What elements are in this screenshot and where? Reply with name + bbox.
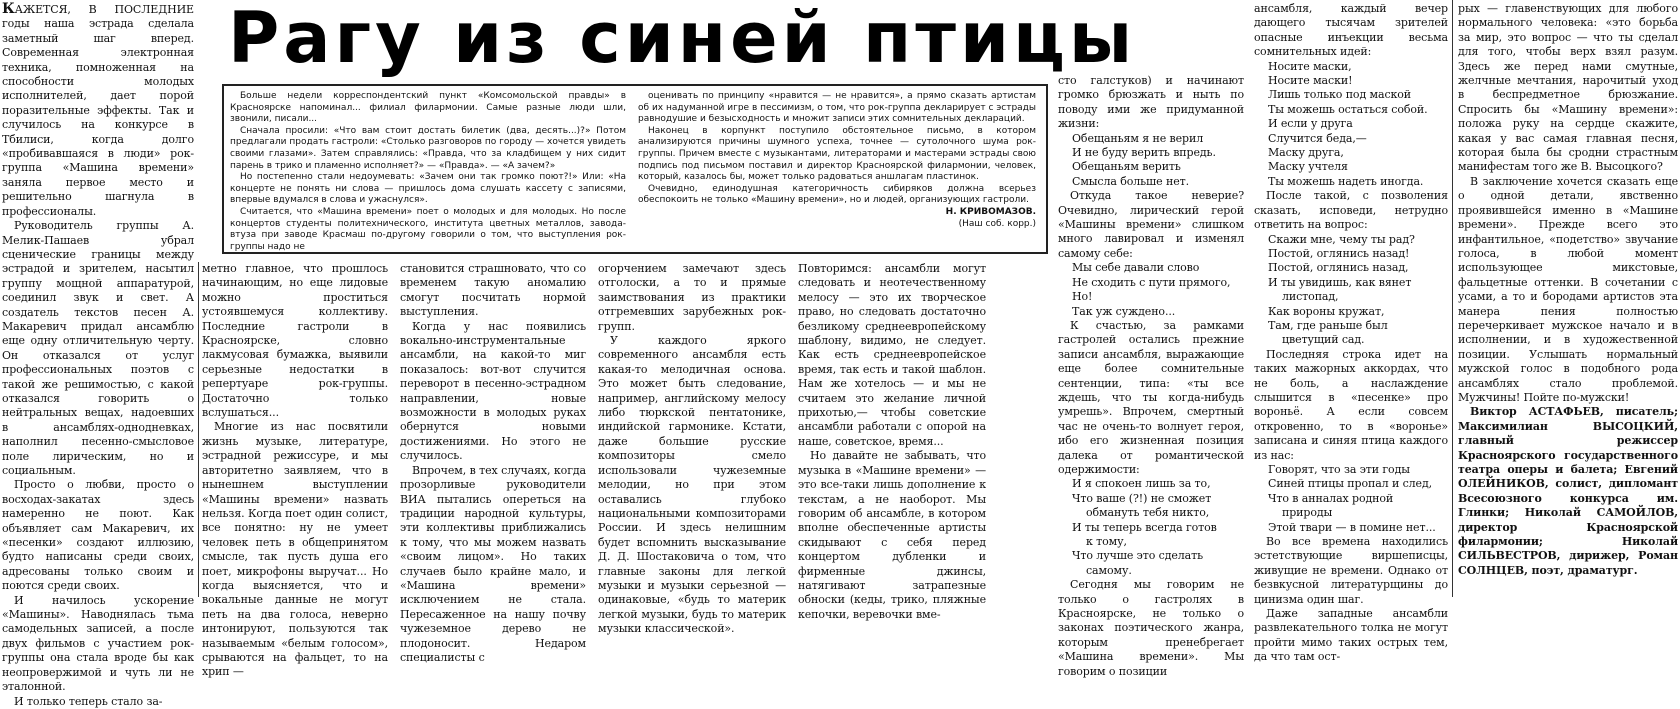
paragraph: Даже западные ансамбли развлекательного толка не могут пройти мимо таких острых тем, да что там ост-: [1254, 607, 1448, 664]
poem-line: Постой, оглянись назад,: [1268, 261, 1409, 275]
poem-line: Говорят, что за эти годы: [1268, 463, 1410, 476]
article-column-4: [598, 262, 786, 636]
intro-lead: АЖЕТСЯ, В ПОСЛЕДНИЕ: [14, 3, 194, 16]
poem-line: Смысла больше нет.: [1072, 174, 1190, 188]
box-signature: Н. КРИВОМАЗОВ.: [945, 206, 1036, 217]
poem-line: Так уж суждено...: [1072, 304, 1176, 318]
paragraph: Впрочем, в тех случаях, когда прозорливые руководители ВИА пытались опереться на традиции народной культуры, эти коллективы приближались к тому, что мы можем назвать «своим лицом». Но таких случаев было крайне мало, и «Машина времени» исключением не стала. Пересаженное на нашу почву чужеземное дерево не плодоносит. Недаром специалисты с: [400, 463, 586, 664]
paragraph: У каждого яркого современного ансамбля есть какая-то мелодичная основа. Это может быть следование, например, английскому мелосу либо тюркской пентатонике, индийской гармонике. Кстати, даже большие русские композиторы смело использовали чужеземные мелодии, но при этом оставались глубоко национальными композиторами России. И здесь нелишним будет вспомнить высказывание Д. Д. Шостаковича о том, что главные законы для легкой музыки и музыки серьезной — одинаковые, «будь то материк легкой музыки, будь то материк музыки классической».: [598, 334, 786, 636]
poem-line: Лишь только под маской: [1268, 88, 1412, 102]
paragraph: И начилось ускорение «Машины». Наводнялась тьма самодельных записей, а после двух фильмов с участием рок-группы она стала вроде бы как неопровержимой и чуть ли не эталонной.: [2, 593, 194, 694]
paragraph: В заключение хочется сказать еще о одной детали, явственно проявившейся именно в «Машине времени». Прежде всего это инфантильное, «подетство» звучание голоса, в любой момент использующее микстовые, фальцетные оттенки. В сочетании с усами, а то и бородами артистов эта манера пения полностью перечеркивает мужское начало и в исполнении, и в художественной позиции. Услышать нормальный мужской голос в подобного рода ансамблях стало проблемой. Мужчины! Пойте по-мужски!: [1458, 174, 1678, 404]
article-column-5: [798, 262, 986, 621]
paragraph: Последняя строка идет на таких мажорных аккордах, что не боль, а наслаждение слышится в «песенке» про вороньё. А если совсем откровенно, то в «воронье» записана и синяя птица каждого из нас:: [1254, 347, 1448, 462]
article-column-6: [1058, 74, 1244, 678]
poem-line: цветущий сад.: [1282, 333, 1365, 347]
article-column-7: [1254, 2, 1448, 664]
box-paragraph: Очевидно, единодушная категоричность сибиряков должна всерьез обеспокоить не только «Машину времени», но и людей, организующих гастроли.: [638, 183, 1036, 206]
poem-line: Обещаньям я не верил: [1072, 131, 1204, 145]
box-paragraph: Больше недели корреспондентский пункт «Комсомольской правды» в Красноярске напоминал... филиал филармонии. Самые разные люди шли, звонили, писали...: [230, 91, 626, 125]
article-column-1: [2, 1, 194, 708]
box-column-2: [638, 91, 1036, 248]
intro-paragraph: [2, 2, 194, 219]
paragraph: огорчением замечают здесь отголоски, а то и прямые заимствования из практики отгремевших зарубежных рок-групп.: [598, 262, 786, 333]
box-paragraph: Наконец в корпункт поступило обстоятельное письмо, в котором анализируются причины шумного успеха, точнее — сутолочного шума рок-группы. Причем вместе с музыкантами, литераторами и мастерами эстрады свою подпись под письмом поставил и директор Красноярской филармонии, человек, который, казалось бы, может только радоваться аншлагам пластинок.: [638, 125, 1036, 183]
poem-line: к тому,: [1086, 535, 1127, 548]
poem-line: И я спокоен лишь за то,: [1072, 477, 1211, 491]
poem-line: Носите маски!: [1268, 74, 1353, 88]
box-paragraph: Сначала просили: «Что вам стоит достать билетик (два, десять...)?» Потом предлагали продать гастроли: «Столько разговоров по городу — хочется увидеть своими глазами». Затем справлялись: «Правда, что за кладбищем у них сидит парень в трико и пламенно исполняет?» — «Правда». — «А зачем?»: [230, 125, 626, 171]
poem-line: Синей птицы пропал и след,: [1268, 477, 1433, 491]
paragraph: рых — главенствующих для любого нормального человека: «это борьба за мир, это вопрос — что ты сделал для того, чтобы верх взял разум. Здесь же перед нами смутные, желчные мечтания, нарочитый уход в беспредметное брюзжание. Спросить бы «Машину времени»: положа руку на сердце скажите, какая у вас самая главная песня, которая была бы сродни страстным манифестам того же В. Высоцкого?: [1458, 2, 1678, 174]
box-paragraph: Но постепенно стали недоумевать: «Зачем они так громко поют?!» Или: «На концерте не понять ни слова — пришлось дома слушать кассету с записями, впервые вдумался в слова и ужаснулся».: [230, 172, 626, 206]
poem-line: листопад,: [1282, 290, 1339, 304]
poem-line: самому.: [1086, 563, 1132, 577]
drop-cap: К: [2, 1, 15, 17]
paragraph: метно главное, что прошлось начинающим, но еще лидовые можно проститься устоявшемуся коллективу. Последние гастроли в Красноярске, словно лакмусовая бумажка, выявили серьезные недостатки в репертуаре рок-группы. Достаточно только вслушаться...: [202, 262, 388, 420]
poem-line: Случится беда,—: [1268, 131, 1367, 145]
poem-line: И если у друга: [1268, 117, 1353, 131]
poem-line: Но!: [1072, 290, 1093, 304]
poem-line: Ты можешь надеть иногда.: [1268, 174, 1424, 188]
poem-line: Не сходить с пути прямого,: [1072, 275, 1231, 289]
column-divider: [1452, 0, 1453, 597]
paragraph: И только теперь стало за-: [14, 694, 163, 708]
poem-line: Что ваше (?!) не сможет: [1072, 491, 1212, 505]
column-divider: [198, 262, 199, 597]
article-column-8: [1458, 2, 1678, 597]
poem-line: И ты увидишь, как вянет: [1268, 275, 1412, 289]
paragraph: Во все времена находились эстетствующие виршеписцы, живущие не времени. Однако от безвкусной литературщины до цинизма один шаг.: [1254, 535, 1448, 606]
article-title: Рагу из синей птицы: [228, 0, 1137, 79]
paragraph: ансамбля, каждый вечер дающего тысячам зрителей опасные инъекции весьма сомнительных идей:: [1254, 2, 1448, 59]
paragraph: Руководитель группы А. Мелик-Пашаев убрал сценические границы между эстрадой и зрителем, насытил группу мощной аппаратурой, соединил звук и свет. А создатель текстов песен А. Макаревич придал ансамблю еще одну отличительную черту. Он отказался от услуг профессиональных поэтов с такой же решимостью, с какой отказался говорить о нейтральных вещах, надоевших в ансамблях-однодневках, наполнил песенно-смысловое поле лирическим, но и социальным.: [2, 219, 194, 477]
poem-line: Носите маски,: [1268, 59, 1352, 73]
paragraph: сто галстуков) и начинают громко брюзжать и ныть по поводу ими же придуманной жизни:: [1058, 74, 1244, 131]
poem-line: И ты теперь всегда готов: [1072, 520, 1217, 534]
paragraph: Сегодня мы говорим не только о гастролях в Красноярске, не только о законах поэтического жанра, которым пренебрегает «Машина времени». Мы говорим о позиции: [1058, 578, 1244, 678]
paragraph: становится страшновато, что со временем такую аномалию смогут посчитать нормой выступления.: [400, 262, 586, 319]
poem-line: природы: [1282, 506, 1333, 520]
box-signature-role: (Наш соб. корр.): [958, 218, 1036, 229]
editorial-box: [222, 84, 1048, 254]
poem-line: Обещаньям верить: [1072, 160, 1181, 174]
poem-line: Там, где раньше был: [1268, 318, 1388, 332]
poem-line: обмануть тебя никто,: [1086, 506, 1210, 520]
poem-line: Мы себе давали слово: [1072, 261, 1200, 275]
box-paragraph: Считается, что «Машина времени» поет о молодых и для молодых. Но после концертов студенты политехнического, института цветных металлов, завода-втуза при заводе Красмаш по-другому говорили о том, что выступления рок-группы надо не: [230, 206, 626, 252]
poem-line: Что лучше это сделать: [1072, 549, 1204, 563]
article-column-2: [202, 262, 388, 679]
paragraph: Многие из нас посвятили жизнь музыке, литературе, эстрадной режиссуре, и мы авторитетно заявляем, что в нынешнем выступлении «Машины времени» назвать нельзя. Когда поет один солист, все понятно: ну не умеет человек петь в общепринятом смысле, так пусть душа его поет, микрофоны выручат... Но когда выясняется, что и вокальные данные не могут петь на два голоса, неверно интонируют, пользуются так называемым «белым голосом», срываются на фальцет, то на хрип —: [202, 420, 388, 679]
intro-text: годы наша эстрада сделала заметный шаг вперед. Современная электронная техника, помноженная на способности молодых исполнителей, дает порой поразительные эффекты. Так и случилось на конкурсе в Тбилиси, когда долго «пробивавшаяся в люди» рок-группа «Машина времени» заняла первое место и решительно шагнула в профессионалы.: [2, 17, 194, 218]
paragraph: Когда у нас появились вокально-инструментальные ансамбли, на какой-то миг показалось: вот-вот случится переворот в песенно-эстрадном направлении, новые возможности в молодых руках обернутся новыми достижениями. Но этого не случилось.: [400, 319, 586, 463]
paragraph: Просто о любви, просто о восходах-закатах здесь намеренно не поют. Как объявляет сам Макаревич, их «песенки» создают иллюзию, будто написаны среди своих, адресованы только своим и поются среди своих.: [2, 478, 194, 593]
poem-line: Как вороны кружат,: [1268, 304, 1385, 318]
poem-line: Что в анналах родной: [1268, 491, 1394, 505]
paragraph: После такой, с позволения сказать, исповеди, нетрудно ответить на вопрос:: [1254, 189, 1448, 232]
poem-line: И не буду верить впредь.: [1072, 146, 1216, 160]
paragraph: К счастью, за рамками гастролей остались прежние записи ансамбля, выражающие еще более сомнительные сентенции, типа: «ты все ждешь, что ты когда-нибудь умрешь». Впрочем, смертный час не очень-то волнует героя, ибо его жизненная позиция далека от романтической одержимости:: [1058, 318, 1244, 476]
poem-line: Маску учтеля: [1268, 160, 1348, 174]
poem-line: Постой, оглянись назад!: [1268, 246, 1410, 260]
signatures: Виктор АСТАФЬЕВ, писатель; Максимилиан ВЫСОЦКИЙ, главный режиссер Красноярского государственного театра оперы и балета; Евгений ОЛЕЙНИКОВ, солист, дипломант Всесоюзного конкурса им. Глинки; Николай САМОЙЛОВ, директор Красноярской филармонии; Николай СИЛЬВЕСТРОВ, дирижер, Роман СОЛНЦЕВ, поэт, драматург.: [1458, 405, 1678, 577]
paragraph: Повторимся: ансамбли могут следовать и неотечественному мелосу — это их творческое право, но следовать достаточно безликому среднеевропейскому шаблону, видимо, не следует. Как есть среднеевропейское время, так есть и такой шаблон. Нам же хотелось — и мы не считаем это желание личной прихотью,— чтобы советские ансамбли работали с опорой на наше, советское, время...: [798, 262, 986, 448]
poem-line: Этой твари — в помине нет...: [1268, 520, 1436, 534]
paragraph: Но давайте не забывать, что музыка в «Машине времени» — это все-таки лишь дополнение к текстам, а не наоборот. Мы говорим об ансамбле, в котором вполне обеспеченные артисты скидывают с себя перед концертом дубленки и фирменные джинсы, натягивают затрапезные обноски (кеды, трико, пляжные кепочки, веревочки вме-: [798, 449, 986, 621]
paragraph: Откуда такое неверие? Очевидно, лирический герой «Машины времени» слишком много лавировал и изменял самому себе:: [1058, 189, 1244, 260]
box-paragraph: оценивать по принципу «нравится — не нравится», а прямо сказать артистам об их надуманной игре в пессимизм, о том, что рок-группа декларирует с эстрады равнодушие и безысходность и множит записи этих сомнительных деклараций.: [638, 91, 1036, 125]
poem-line: Маску друга,: [1268, 146, 1344, 160]
box-column-1: [230, 91, 626, 252]
article-column-3: [400, 262, 586, 664]
poem-line: Скажи мне, чему ты рад?: [1268, 232, 1415, 246]
poem-line: Ты можешь остаться собой.: [1268, 102, 1428, 116]
